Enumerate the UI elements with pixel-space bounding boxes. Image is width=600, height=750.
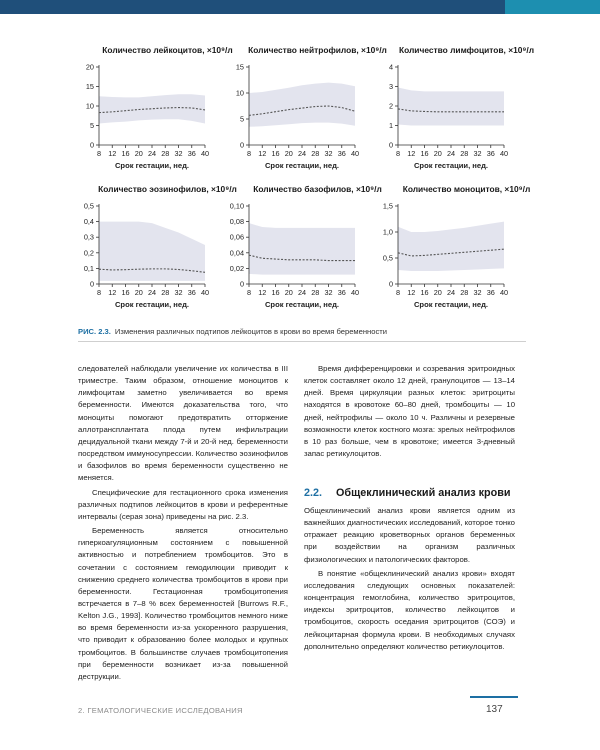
y-tick-label: 0,02 <box>229 263 244 273</box>
x-tick-label: 28 <box>460 288 469 297</box>
x-tick-label: 24 <box>446 149 456 158</box>
y-tick-label: 0 <box>89 279 94 289</box>
x-tick-label: 16 <box>121 149 130 158</box>
top-accent-bar <box>505 0 600 14</box>
reference-band <box>99 94 205 123</box>
x-tick-label: 32 <box>473 149 482 158</box>
x-tick-label: 28 <box>311 149 320 158</box>
x-axis-label: Срок гестации, нед. <box>264 300 340 309</box>
paragraph: Время дифференцировки и созревания эритроидных клеток составляет около 12 дней, гранулоцитов — 13–14 дней. Время циркуляции разных клеток: эритроциты находятся в кровотоке 60–80 дней, тромбоциты — 10 дней, нейтрофилы — около 10 ч. Различны и резервные возможности клеток костного мозга: зрелых нейтрофилов в 10 раз больше, чем в кровотоке; имеется 3-дневный запас ретикулоцитов. <box>304 364 515 459</box>
x-tick-label: 40 <box>350 149 360 158</box>
x-tick-label: 24 <box>297 288 307 297</box>
y-tick-label: 1,5 <box>382 201 393 211</box>
chart-title: Количество эозинофилов, ×10⁹/л <box>98 184 237 194</box>
paragraph: В понятие «общеклинический анализ крови» входят исследования следующих основных показателей: концентрация гемоглобина, количество эритроцитов, индексы эритроцитов, количество лейкоцитов и тромбоцитов, скорость оседания эритроцитов (СОЭ) и лейкоцитарная формула крови. В необходимых случаях дополнительно определяют количество ретикулоцитов. <box>304 568 515 651</box>
chart-plot <box>374 45 559 175</box>
y-tick-label: 0,3 <box>83 232 94 242</box>
x-axis-label: Срок гестации, нед. <box>413 161 489 170</box>
x-axis-label: Срок гестации, нед. <box>264 161 340 170</box>
x-tick-label: 32 <box>174 149 183 158</box>
page-number: 137 <box>486 704 503 715</box>
top-color-bar <box>0 0 600 14</box>
figure-caption <box>78 327 538 336</box>
x-tick-label: 8 <box>246 288 252 297</box>
y-tick-label: 0,10 <box>229 201 244 211</box>
reference-band <box>249 83 355 127</box>
x-tick-label: 40 <box>499 288 509 297</box>
x-tick-label: 8 <box>395 149 401 158</box>
x-tick-label: 12 <box>407 288 416 297</box>
x-tick-label: 28 <box>161 288 170 297</box>
chart-plot <box>374 184 559 314</box>
footer-divider <box>470 696 518 698</box>
x-tick-label: 16 <box>271 149 280 158</box>
x-tick-label: 20 <box>433 288 442 297</box>
x-tick-label: 12 <box>407 149 416 158</box>
section-heading <box>304 487 534 499</box>
x-tick-label: 20 <box>134 149 143 158</box>
paragraph: Общеклинический анализ крови является одним из важнейших диагностических исследований, которое тонко отражает реакцию кроветворных органов беременных при воздействии на организм различных физиологических и патологических факторов. <box>304 506 515 564</box>
y-tick-label: 1,0 <box>382 227 393 237</box>
paragraph: Беременность является относительно гиперкоагуляционным состоянием с повышенной активностью и потреблением тромбоцитов. Это в сочетании с состоянием гемодилюции приводит к снижению среднего количества тромбоцитов в крови при беременности. Гестационная тромбоцитопения встречается в 7–8 % всех беременностей [Burrows R.F., Kelton J.G., 1993]. Количество тромбоцитов немного ниже во время беременности из-за ускоренного разрушения, что приводит к образованию более молодых и крупных тромбоцитов. В большинстве случаев тромбоцитопения при беременности возникает из-за повышенной деструкции. <box>78 526 288 681</box>
x-tick-label: 20 <box>134 288 143 297</box>
x-tick-label: 36 <box>486 288 495 297</box>
chart-title: Количество нейтрофилов, ×10⁹/л <box>248 45 387 55</box>
reference-band <box>398 222 504 271</box>
chart-title: Количество лейкоцитов, ×10⁹/л <box>102 45 233 55</box>
x-tick-label: 32 <box>324 149 333 158</box>
y-tick-label: 10 <box>85 101 94 111</box>
x-tick-label: 32 <box>324 288 333 297</box>
y-tick-label: 5 <box>239 114 244 124</box>
x-tick-label: 40 <box>499 149 509 158</box>
y-tick-label: 0,5 <box>83 201 94 211</box>
x-axis-label: Срок гестации, нед. <box>114 300 190 309</box>
x-tick-label: 20 <box>284 149 293 158</box>
x-tick-label: 8 <box>96 149 102 158</box>
y-tick-label: 0 <box>239 279 244 289</box>
x-tick-label: 32 <box>473 288 482 297</box>
y-tick-label: 0 <box>239 140 244 150</box>
y-tick-label: 0,08 <box>229 217 244 227</box>
figure-label: РИС. 2.3. <box>78 327 111 336</box>
reference-band <box>99 222 205 281</box>
y-tick-label: 0,04 <box>229 248 244 258</box>
x-tick-label: 36 <box>187 149 196 158</box>
right-column-bottom <box>304 505 515 655</box>
x-tick-label: 8 <box>395 288 401 297</box>
y-tick-label: 20 <box>85 62 94 72</box>
y-tick-label: 0,2 <box>83 248 94 258</box>
y-tick-label: 0 <box>388 140 393 150</box>
x-tick-label: 8 <box>246 149 252 158</box>
chart-title: Количество базофилов, ×10⁹/л <box>253 184 382 194</box>
x-tick-label: 40 <box>200 149 210 158</box>
x-tick-label: 24 <box>446 288 456 297</box>
caption-divider <box>78 341 526 342</box>
x-tick-label: 28 <box>311 288 320 297</box>
chart-title: Количество моноцитов, ×10⁹/л <box>402 184 531 194</box>
section-number: 2.2. <box>304 487 323 499</box>
section-title: Общеклинический анализ крови <box>336 487 511 499</box>
x-axis-label: Срок гестации, нед. <box>114 161 190 170</box>
x-tick-label: 12 <box>258 149 267 158</box>
x-tick-label: 36 <box>486 149 495 158</box>
reference-band <box>398 87 504 125</box>
x-tick-label: 24 <box>297 149 307 158</box>
x-tick-label: 16 <box>420 149 429 158</box>
x-tick-label: 20 <box>284 288 293 297</box>
chart-lymphocytes <box>374 45 559 170</box>
y-tick-label: 3 <box>388 82 393 91</box>
right-column-top <box>304 363 515 462</box>
figure-caption-text: Изменения различных подтипов лейкоцитов в крови во время беременности <box>114 327 387 336</box>
x-tick-label: 36 <box>187 288 196 297</box>
x-tick-label: 36 <box>337 288 346 297</box>
x-axis-label: Срок гестации, нед. <box>413 300 489 309</box>
x-tick-label: 16 <box>420 288 429 297</box>
y-tick-label: 0,5 <box>382 253 393 263</box>
y-tick-label: 10 <box>235 88 244 98</box>
x-tick-label: 40 <box>200 288 210 297</box>
x-tick-label: 12 <box>108 288 117 297</box>
running-footer: 2. ГЕМАТОЛОГИЧЕСКИЕ ИССЛЕДОВАНИЯ <box>78 706 243 715</box>
paragraph: Специфические для гестационного срока изменения различных подтипов лейкоцитов в крови и референтные интервалы (серая зона) приведены на рис. 2.3. <box>78 487 288 521</box>
y-tick-label: 0,06 <box>229 232 244 242</box>
x-tick-label: 28 <box>460 149 469 158</box>
y-tick-label: 0 <box>89 140 94 150</box>
x-tick-label: 16 <box>271 288 280 297</box>
chart-title: Количество лимфоцитов, ×10⁹/л <box>398 45 535 55</box>
x-tick-label: 20 <box>433 149 442 158</box>
x-tick-label: 16 <box>121 288 130 297</box>
y-tick-label: 1 <box>388 121 393 130</box>
left-column <box>78 363 288 685</box>
y-tick-label: 0 <box>388 279 393 289</box>
x-tick-label: 12 <box>258 288 267 297</box>
x-tick-label: 36 <box>337 149 346 158</box>
y-tick-label: 5 <box>89 121 94 130</box>
paragraph: следователей наблюдали увеличение их количества в III триместре. Таким образом, отношение моноцитов к лимфоцитам заметно увеличивается во время беременности. Имеются доказательства того, что моноциты помогают предотвратить отторжение аллотрансплантата плода путем инфильтрации децидуальной ткани между 7-й и 20-й нед. беременности посредством иммуносупрессии. Количество эозинофилов и базофилов во время беременности существенно не меняется. <box>78 364 288 483</box>
x-tick-label: 32 <box>174 288 183 297</box>
y-tick-label: 2 <box>388 101 393 111</box>
reference-band <box>249 223 355 274</box>
x-tick-label: 12 <box>108 149 117 158</box>
y-tick-label: 15 <box>85 82 94 91</box>
y-tick-label: 4 <box>388 62 393 72</box>
y-tick-label: 0,1 <box>83 263 94 273</box>
chart-monocytes <box>374 184 559 309</box>
x-tick-label: 24 <box>147 288 157 297</box>
y-tick-label: 15 <box>235 62 244 72</box>
x-tick-label: 40 <box>350 288 360 297</box>
y-tick-label: 0,4 <box>83 217 94 227</box>
x-tick-label: 24 <box>147 149 157 158</box>
x-tick-label: 8 <box>96 288 102 297</box>
x-tick-label: 28 <box>161 149 170 158</box>
